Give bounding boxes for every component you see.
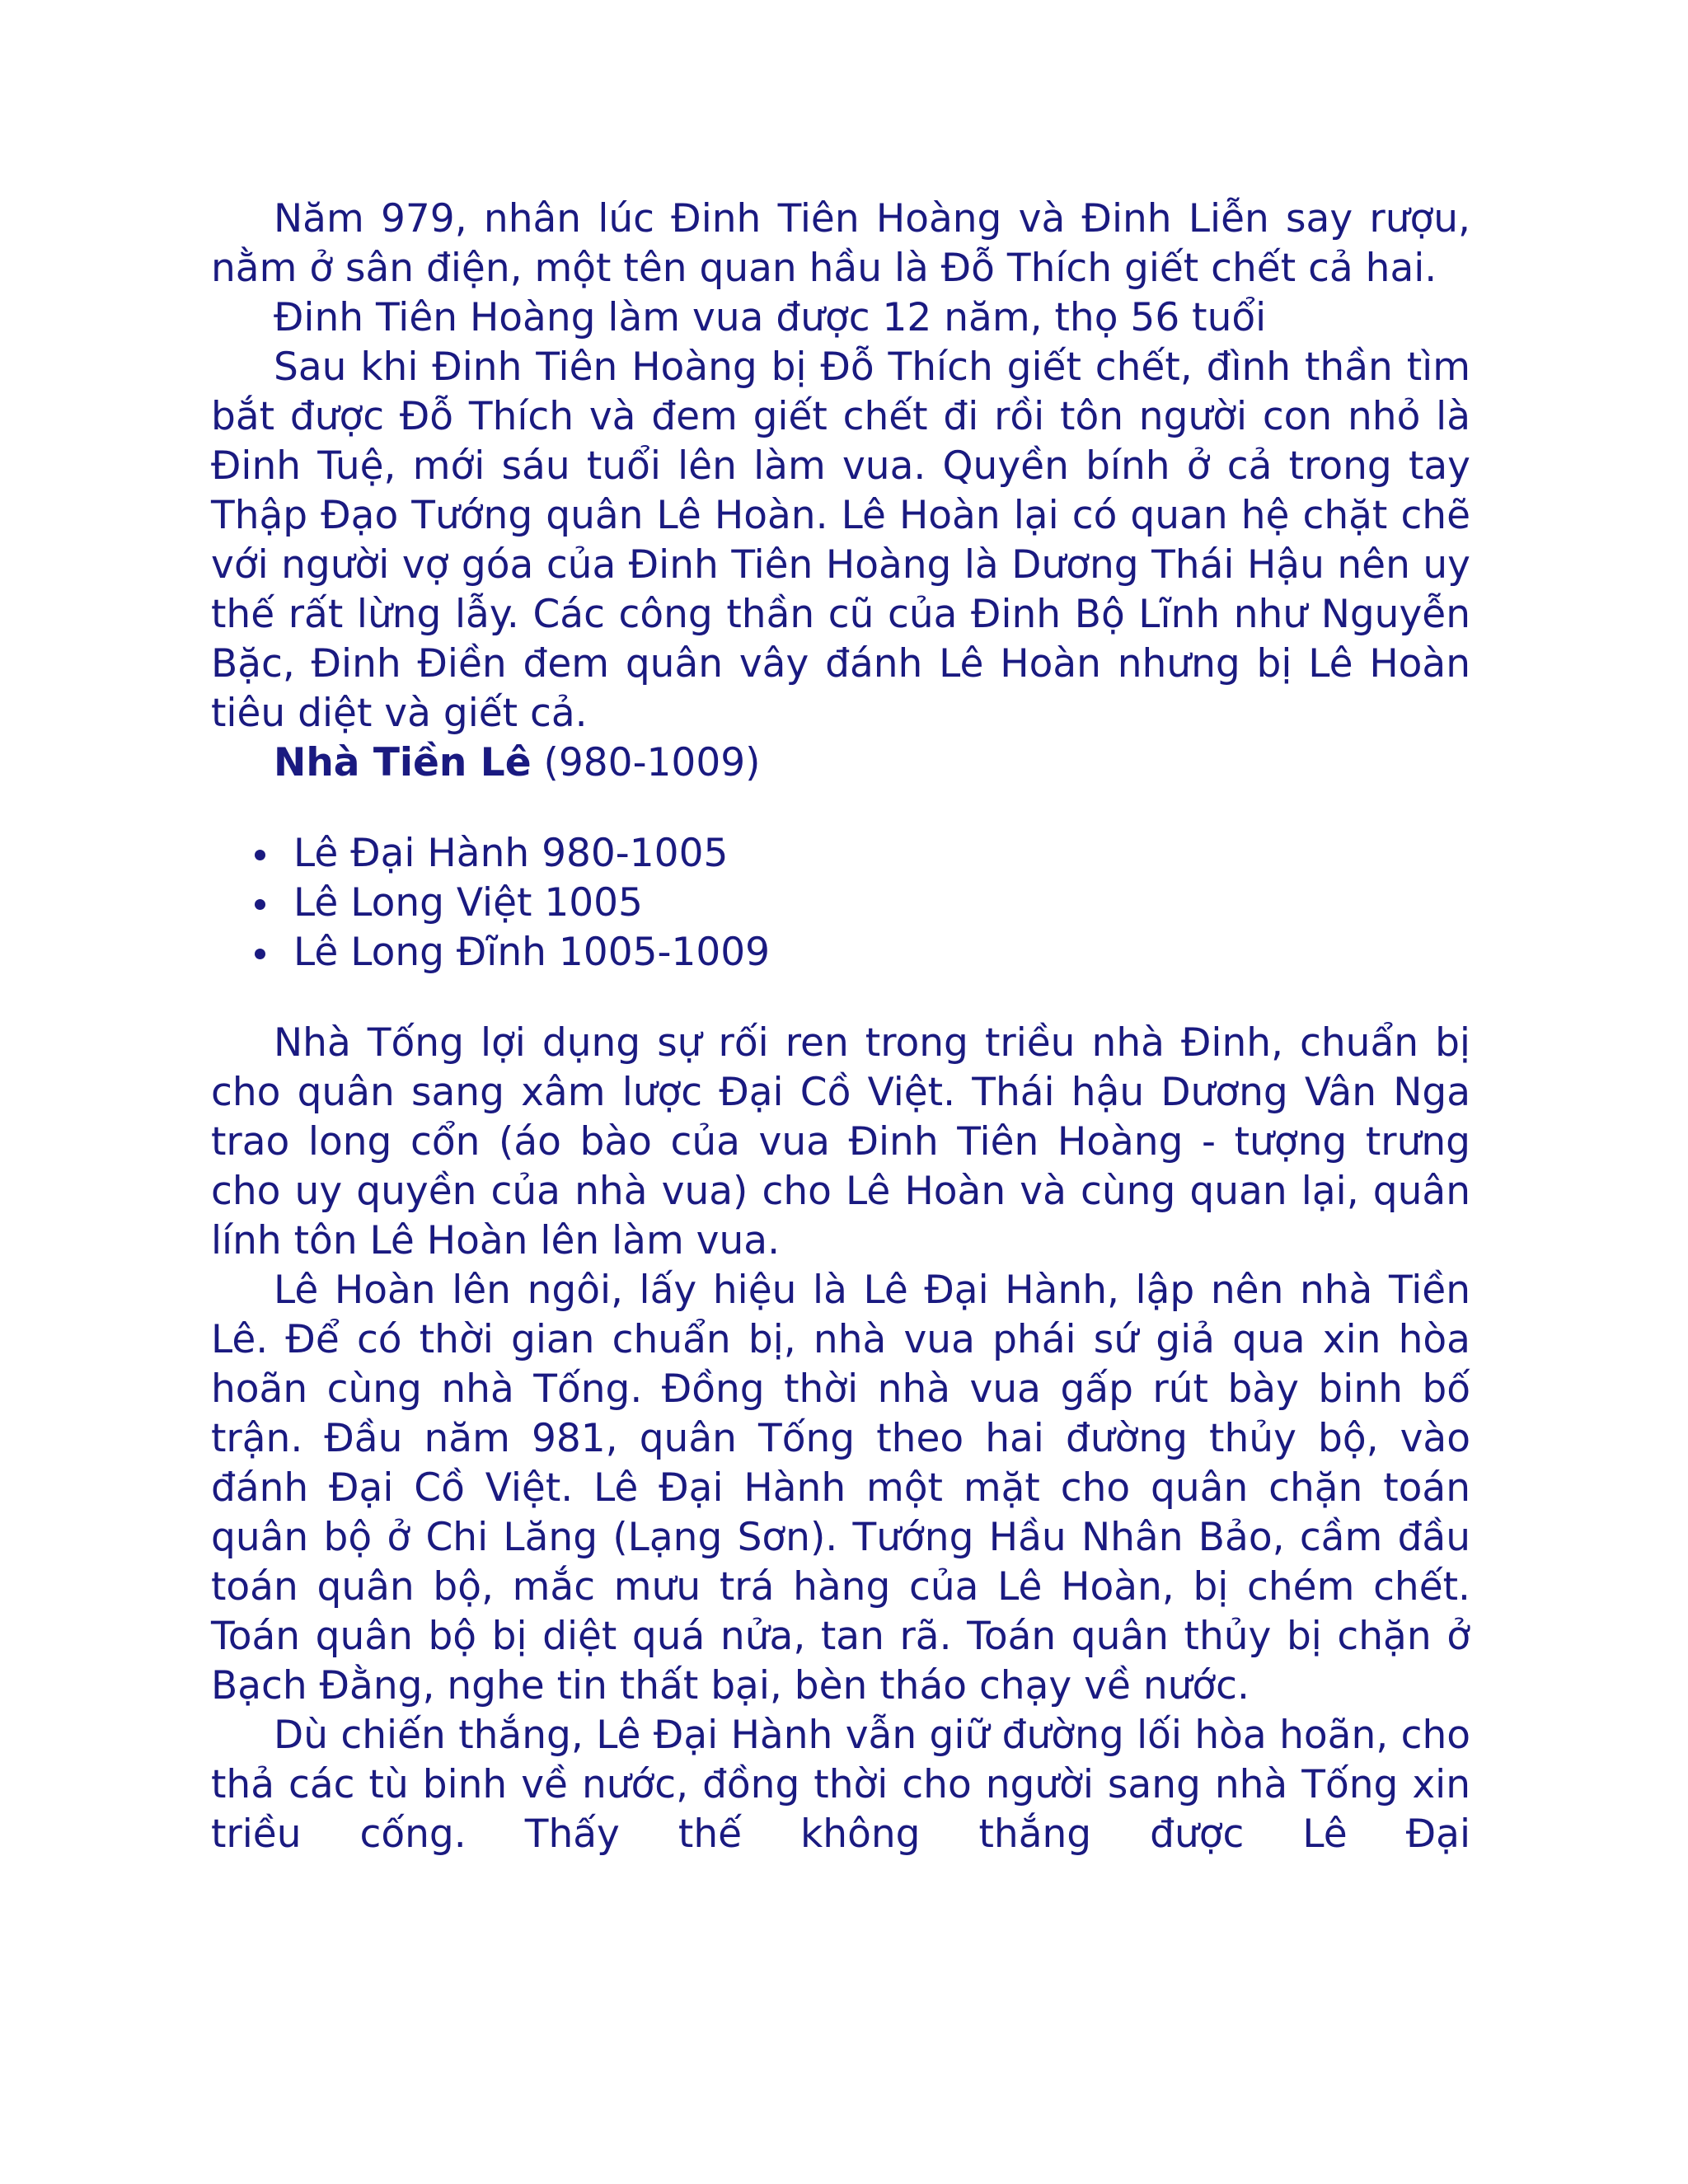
paragraph: Nhà Tống lợi dụng sự rối ren trong triều nhà Đinh, chuẩn bị cho quân sang xâm lược Đại Cồ Việt. Thái hậu Dương Vân Nga trao long cổn (áo bào của vua Đinh Tiên Hoàng - tượng trưng cho uy quyền của nhà vua) cho Lê Hoàn và cùng quan lại, quân lính tôn Lê Hoàn lên làm vua. — [211, 1020, 1470, 1263]
list-item — [211, 928, 1470, 977]
list-item — [211, 879, 1470, 928]
bullet-icon — [255, 850, 265, 860]
paragraph: Dù chiến thắng, Lê Đại Hành vẫn giữ đường lối hòa hoãn, cho thả các tù binh về nước, đồng thời cho người sang nhà Tống xin triều cống. Thấy thế không thắng được Lê Đại — [211, 1713, 1470, 1857]
document-page — [211, 194, 1470, 1859]
list-item-text: Lê Long Đĩnh 1005-1009 — [293, 930, 771, 975]
bullet-icon — [255, 899, 265, 910]
list-item-text: Lê Long Việt 1005 — [293, 880, 643, 926]
section-years: (980-1009) — [531, 740, 761, 785]
section-heading — [211, 738, 1470, 788]
paragraph: Năm 979, nhân lúc Đinh Tiên Hoàng và Đinh Liễn say rượu, nằm ở sân điện, một tên quan hầu là Đỗ Thích giết chết cả hai. — [211, 196, 1470, 291]
paragraph: Đinh Tiên Hoàng làm vua được 12 năm, thọ 56 tuổi — [274, 295, 1267, 340]
list-item — [211, 829, 1470, 879]
bullet-icon — [255, 949, 265, 959]
paragraph: Lê Hoàn lên ngôi, lấy hiệu là Lê Đại Hành, lập nên nhà Tiền Lê. Để có thời gian chuẩn bị, nhà vua phái sứ giả qua xin hòa hoãn cùng nhà Tống. Đồng thời nhà vua gấp rút bày binh bố trận. Đầu năm 981, quân Tống theo hai đường thủy bộ, vào đánh Đại Cồ Việt. Lê Đại Hành một mặt cho quân chặn toán quân bộ ở Chi Lăng (Lạng Sơn). Tướng Hầu Nhân Bảo, cầm đầu toán quân bộ, mắc mưu trá hàng của Lê Hoàn, bị chém chết. Toán quân bộ bị diệt quá nửa, tan rã. Toán quân thủy bị chặn ở Bạch Đằng, nghe tin thất bại, bèn tháo chạy về nước. — [211, 1268, 1470, 1708]
list-item-text: Lê Đại Hành 980-1005 — [293, 831, 729, 876]
reign-list — [211, 829, 1470, 977]
paragraph: Sau khi Đinh Tiên Hoàng bị Đỗ Thích giết chết, đình thần tìm bắt được Đỗ Thích và đem giết chết đi rồi tôn người con nhỏ là Đinh Tuệ, mới sáu tuổi lên làm vua. Quyền bính ở cả trong tay Thập Đạo Tướng quân Lê Hoàn. Lê Hoàn lại có quan hệ chặt chẽ với người vợ góa của Đinh Tiên Hoàng là Dương Thái Hậu nên uy thế rất lừng lẫy. Các công thần cũ của Đinh Bộ Lĩnh như Nguyễn Bặc, Đinh Điền đem quân vây đánh Lê Hoàn nhưng bị Lê Hoàn tiêu diệt và giết cả. — [211, 344, 1470, 736]
section-title: Nhà Tiền Lê — [274, 740, 532, 785]
